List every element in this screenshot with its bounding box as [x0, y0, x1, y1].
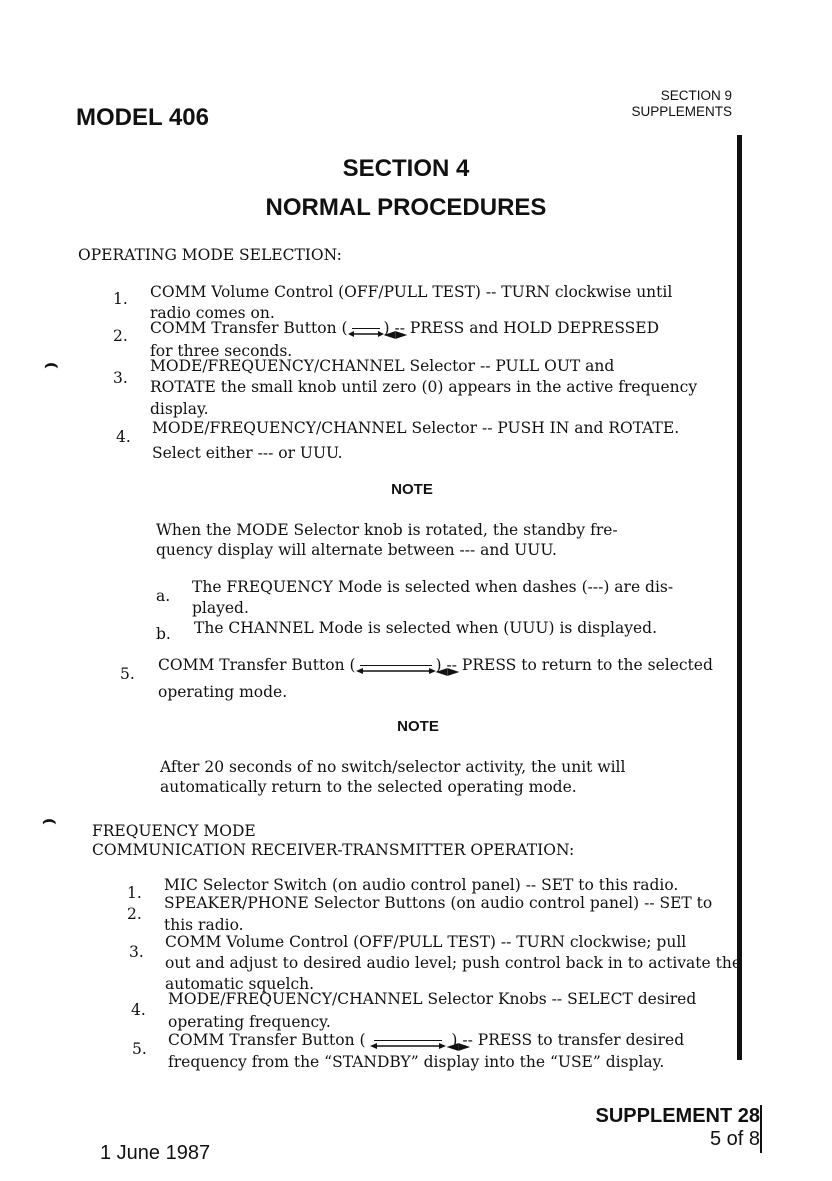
section-title: SECTION 4 [342, 155, 470, 182]
step-text-pre: COMM Transfer Button ( [158, 656, 356, 674]
revision-bar [737, 135, 742, 1060]
step-text: this radio. [164, 916, 244, 934]
step-text: frequency from the “STANDBY” display into the “USE” display. [168, 1053, 665, 1071]
step-text: MODE/FREQUENCY/CHANNEL Selector -- PULL OUT and [150, 357, 615, 375]
footer-page-number: 5 of 8 [709, 1128, 760, 1150]
step-text: MODE/FREQUENCY/CHANNEL Selector Knobs -- SELECT desired [168, 990, 697, 1008]
note-text: quency display will alternate between --- and UUU. [156, 541, 557, 559]
step-text [158, 655, 713, 675]
step-number: 3. [129, 943, 144, 961]
note-text: When the MODE Selector knob is rotated, the standby fre- [156, 521, 618, 539]
step-text [150, 318, 659, 338]
step-number: 4. [116, 428, 131, 446]
step-number: 1. [127, 884, 142, 902]
step-number: 3. [113, 369, 128, 387]
footer-date: 1 June 1987 [100, 1142, 211, 1164]
step-text: for three seconds. [150, 342, 293, 360]
step-text: radio comes on. [150, 304, 275, 322]
step-text [168, 1030, 684, 1050]
step-text: COMM Volume Control (OFF/PULL TEST) -- TURN clockwise until [150, 283, 673, 301]
sub-item-text: The FREQUENCY Mode is selected when dashes (---) are dis- [192, 578, 674, 596]
step-text: MIC Selector Switch (on audio control panel) -- SET to this radio. [164, 876, 679, 894]
step-text-post: ) -- PRESS to transfer desired [446, 1031, 685, 1049]
step-number: 1. [113, 290, 128, 308]
sub-item-text: played. [192, 599, 249, 617]
step-number: 2. [113, 327, 128, 345]
step-text: MODE/FREQUENCY/CHANNEL Selector -- PUSH IN and ROTATE. [152, 419, 680, 437]
frequency-mode-heading: FREQUENCY MODE [92, 822, 256, 840]
procedures-title: NORMAL PROCEDURES [265, 194, 547, 221]
step-text: ROTATE the small knob until zero (0) appears in the active frequency [150, 378, 698, 396]
section-ref-line2: SUPPLEMENTS [631, 104, 732, 119]
step-text: COMM Volume Control (OFF/PULL TEST) -- TURN clockwise; pull [165, 933, 687, 951]
step-text-pre: COMM Transfer Button ( [150, 319, 348, 337]
comm-operation-heading: COMMUNICATION RECEIVER-TRANSMITTER OPERATION: [92, 841, 575, 859]
revision-mark-icon: ⌢ [42, 808, 57, 833]
section-ref-line1: SECTION 9 [660, 88, 732, 103]
step-text-pre: COMM Transfer Button ( [168, 1031, 371, 1049]
transfer-arrow-icon [370, 1036, 446, 1046]
step-number: 5. [132, 1040, 147, 1058]
step-text-post: ) -- PRESS and HOLD DEPRESSED [383, 319, 660, 337]
step-text: automatic squelch. [165, 975, 315, 993]
sub-item-letter: a. [156, 587, 171, 605]
step-text: operating frequency. [168, 1013, 331, 1031]
step-number: 4. [131, 1001, 146, 1019]
transfer-arrow-icon [348, 324, 384, 334]
note-label: NOTE [391, 481, 433, 498]
step-number: 2. [127, 905, 142, 923]
model-title: MODEL 406 [76, 104, 209, 131]
step-text: out and adjust to desired audio level; push control back in to activate the [165, 954, 742, 972]
step-text: Select either --- or UUU. [152, 444, 343, 462]
step-text: SPEAKER/PHONE Selector Buttons (on audio control panel) -- SET to [164, 894, 713, 912]
footer-supplement: SUPPLEMENT 28 [595, 1105, 760, 1127]
note-text: After 20 seconds of no switch/selector activity, the unit will [160, 758, 626, 776]
note-label: NOTE [397, 718, 439, 735]
sub-item-text: The CHANNEL Mode is selected when (UUU) is displayed. [194, 619, 658, 637]
step-text: operating mode. [158, 683, 288, 701]
operating-mode-heading: OPERATING MODE SELECTION: [78, 246, 342, 264]
step-text-post: ) -- PRESS to return to the selected [435, 656, 713, 674]
step-number: 5. [120, 665, 135, 683]
note-text: automatically return to the selected operating mode. [160, 778, 577, 796]
footer-rule [760, 1105, 762, 1153]
sub-item-letter: b. [156, 625, 171, 643]
step-text: display. [150, 400, 209, 418]
transfer-arrow-icon [356, 661, 436, 671]
revision-mark-icon: ⌢ [44, 352, 59, 377]
